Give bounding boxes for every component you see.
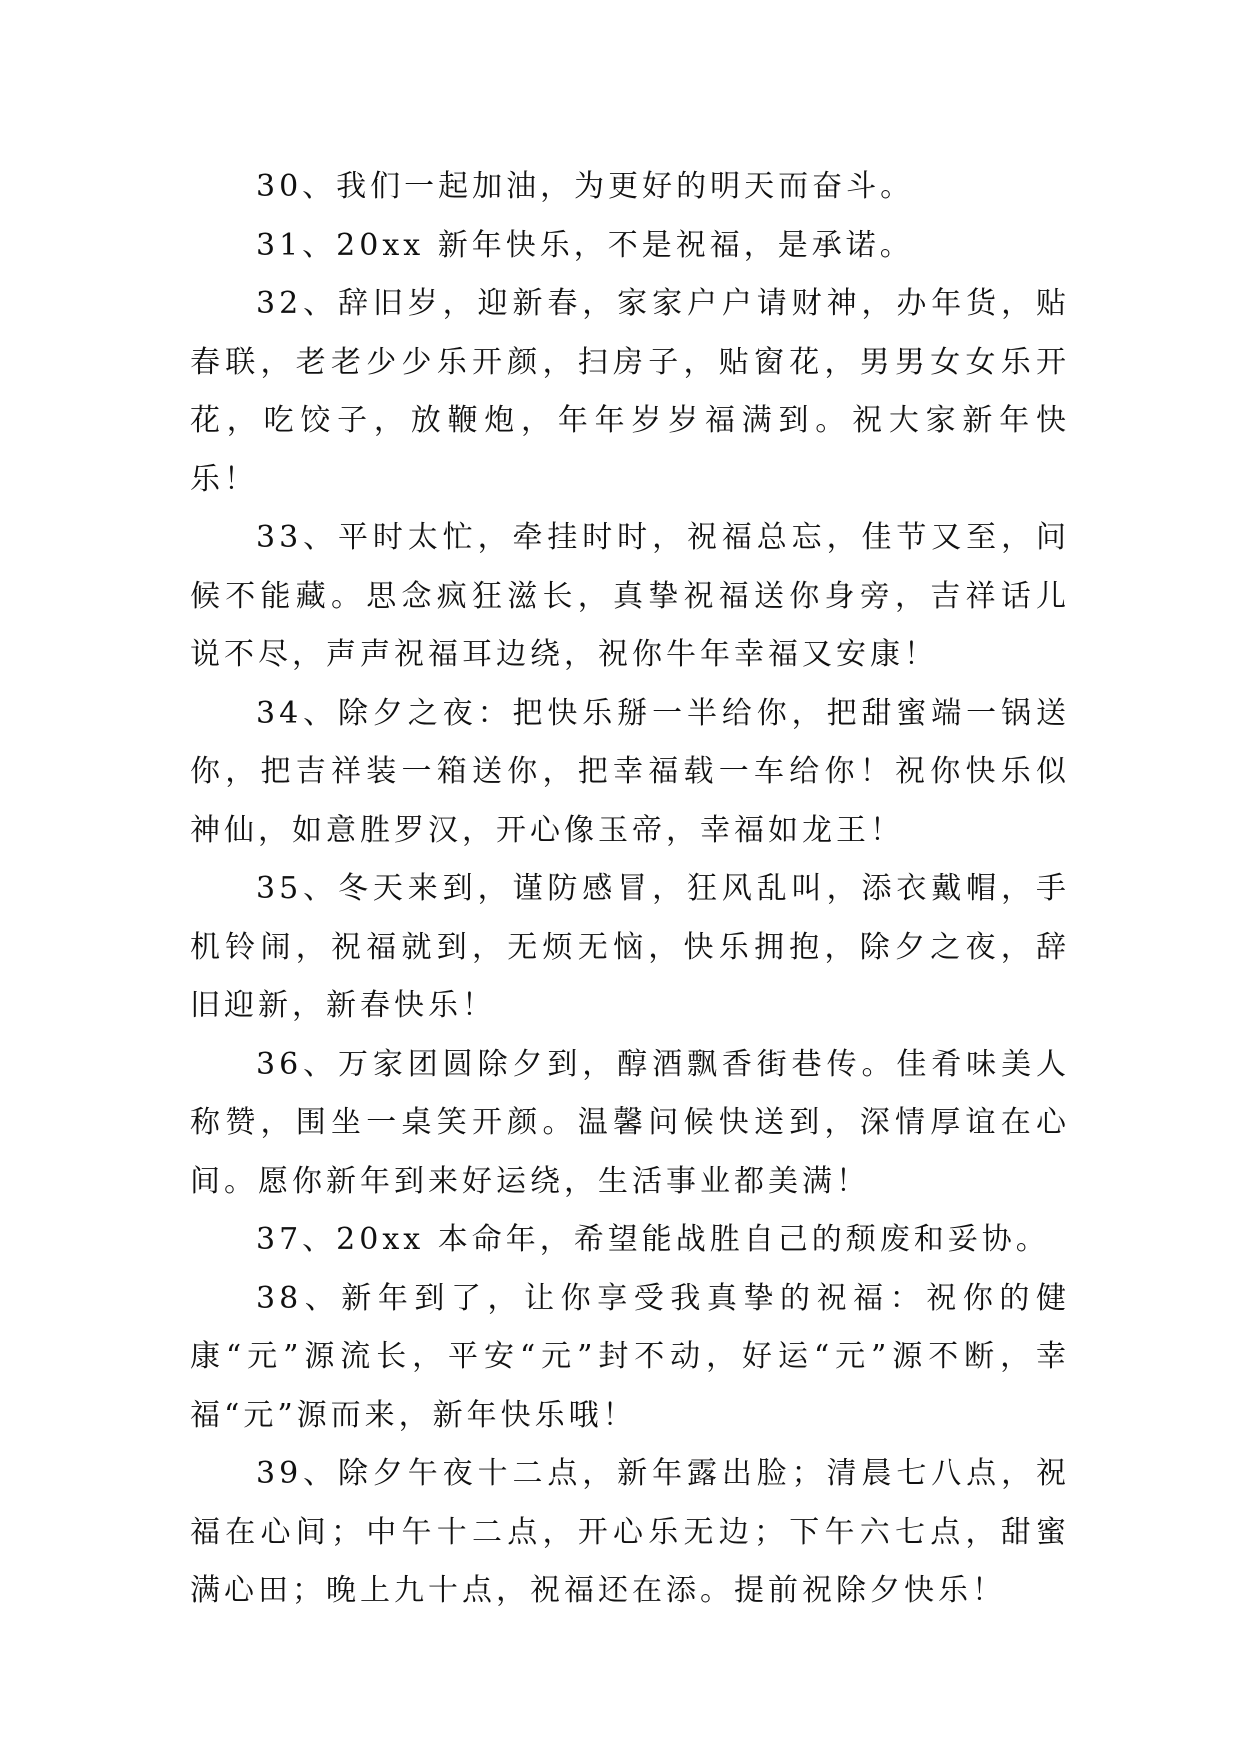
paragraph-36: 36、万家团圆除夕到，醇酒飘香街巷传。佳肴味美人称赞，围坐一桌笑开颜。温馨问候快送到，深情厚谊在心间。愿你新年到来好运绕，生活事业都美满！ <box>190 1046 1070 1199</box>
paragraph-33: 33、平时太忙，牵挂时时，祝福总忘，佳节又至，问候不能藏。思念疯狂滋长，真挚祝福送你身旁，吉祥话儿说不尽，声声祝福耳边绕，祝你牛年幸福又安康！ <box>190 520 1070 672</box>
paragraph-38: 38、新年到了，让你享受我真挚的祝福：祝你的健康“元”源流长，平安“元”封不动，好运“元”源不断，幸福“元”源而来，新年快乐哦！ <box>190 1280 1070 1433</box>
paragraph-30: 30、我们一起加油，为更好的明天而奋斗。 <box>256 169 915 204</box>
paragraph-39: 39、除夕午夜十二点，新年露出脸；清晨七八点，祝福在心间；中午十二点，开心乐无边；下午六七点，甜蜜满心田；晚上九十点，祝福还在添。提前祝除夕快乐！ <box>190 1456 1070 1608</box>
paragraph-35: 35、冬天来到，谨防感冒，狂风乱叫，添衣戴帽，手机铃闹，祝福就到，无烦无恼，快乐拥抱，除夕之夜，辞旧迎新，新春快乐！ <box>190 871 1070 1023</box>
paragraph-37: 37、20xx 本命年，希望能战胜自己的颓废和妥协。 <box>256 1222 1050 1257</box>
paragraph-32: 32、辞旧岁，迎新春，家家户户请财神，办年货，贴春联，老老少少乐开颜，扫房子，贴窗花，男男女女乐开花，吃饺子，放鞭炮，年年岁岁福满到。祝大家新年快乐！ <box>190 286 1070 497</box>
paragraph-31: 31、20xx 新年快乐，不是祝福，是承诺。 <box>256 227 914 263</box>
document-body <box>190 158 1070 1621</box>
paragraph-34: 34、除夕之夜：把快乐掰一半给你，把甜蜜端一锅送你，把吉祥装一箱送你，把幸福载一车给你！祝你快乐似神仙，如意胜罗汉，开心像玉帝，幸福如龙王！ <box>190 695 1070 848</box>
